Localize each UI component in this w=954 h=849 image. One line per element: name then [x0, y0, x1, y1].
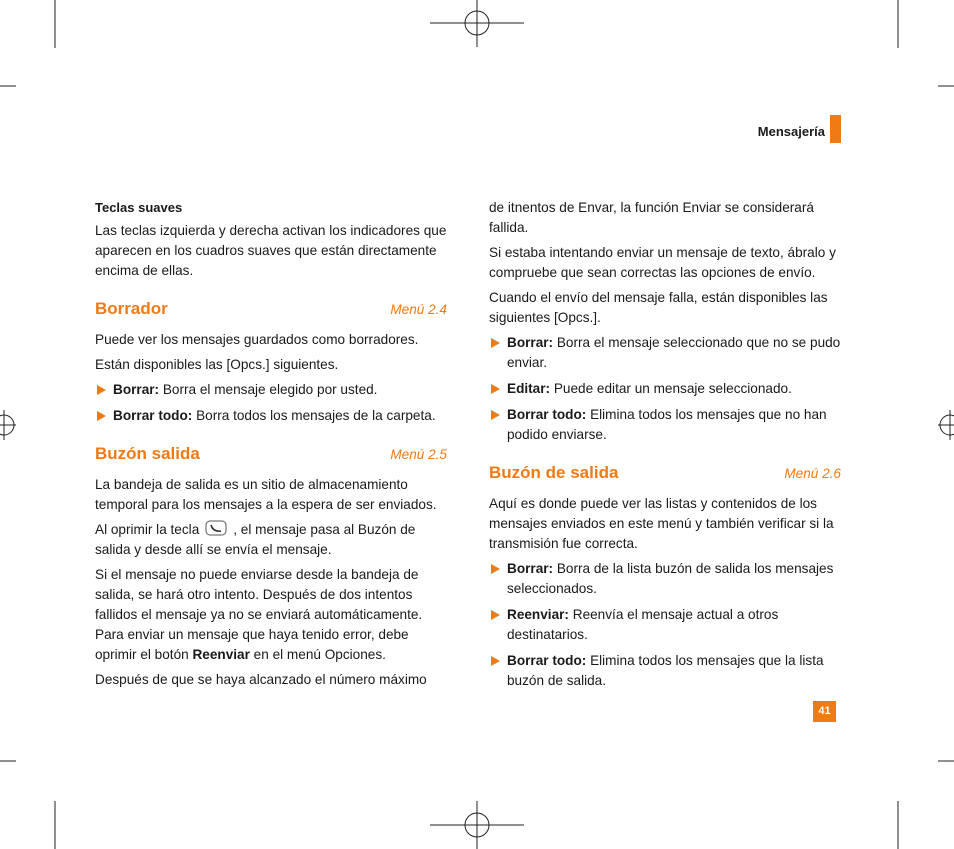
bullet-text: Puede editar un mensaje seleccionado. — [550, 381, 792, 396]
section-tab-marker — [830, 115, 841, 143]
bullet-arrow-icon — [491, 384, 500, 394]
cont-p3: Cuando el envío del mensaje falla, están disponibles las siguientes [Opcs.]. — [489, 290, 828, 325]
buzon-p1: La bandeja de salida es un sitio de almacenamiento temporal para los mensajes a la espera de ser enviados. — [95, 477, 437, 512]
bullet-text: Elimina todos los mensajes que no han podido enviarse. — [507, 407, 827, 442]
buzon-salida-heading — [95, 444, 447, 465]
borrador-menu-ref: Menú 2.4 — [390, 302, 447, 317]
bullet-label: Borrar todo: — [507, 407, 587, 422]
bullet-arrow-icon — [491, 656, 500, 666]
borrador-heading — [95, 299, 447, 320]
buzon-p2-after: , el mensaje pasa al Buzón de salida y desde allí se envía el mensaje. — [95, 522, 416, 557]
right-column — [489, 198, 841, 697]
bullet-text: Borra el mensaje elegido por usted. — [159, 382, 378, 397]
bullet-text: Borra de la lista buzón de salida los mensajes seleccionados. — [507, 561, 834, 596]
bullet-arrow-icon — [97, 411, 106, 421]
buzon-de-salida-menu-ref: Menú 2.6 — [784, 466, 841, 481]
borrador-title: Borrador — [95, 299, 168, 318]
buzon-de-p1: Aquí es donde puede ver las listas y contenidos de los mensajes enviados en este menú y también verificar si la transmisión fue correcta. — [489, 496, 834, 551]
borrador-p2: Están disponibles las [Opcs.] siguientes. — [95, 357, 339, 372]
bullet-label: Borrar todo: — [507, 653, 587, 668]
bullet-arrow-icon — [97, 385, 106, 395]
soft-keys-text: Las teclas izquierda y derecha activan los indicadores que aparecen en los cuadros suaves que están directamente encima de ellas. — [95, 223, 447, 278]
borrador-p1: Puede ver los mensajes guardados como borradores. — [95, 332, 419, 347]
bullet-text: Elimina todos los mensajes que la lista buzón de salida. — [507, 653, 824, 688]
bullet-text: Borra el mensaje seleccionado que no se pudo enviar. — [507, 335, 841, 370]
list-item — [489, 333, 841, 373]
send-key-icon — [205, 520, 227, 536]
soft-keys-title: Teclas suaves — [95, 200, 183, 215]
buzon-salida-menu-ref: Menú 2.5 — [390, 447, 447, 462]
buzon-de-salida-heading — [489, 463, 841, 484]
buzon-p2-before: Al oprimir la tecla — [95, 522, 200, 537]
bullet-arrow-icon — [491, 564, 500, 574]
bullet-label: Reenviar: — [507, 607, 569, 622]
list-item — [95, 380, 447, 400]
section-header: Mensajería — [757, 124, 825, 139]
bullet-arrow-icon — [491, 610, 500, 620]
bullet-text: Borra todos los mensajes de la carpeta. — [192, 408, 436, 423]
list-item — [489, 405, 841, 445]
buzon-p3 — [95, 565, 447, 665]
buzon-p3-after: en el menú Opciones. — [249, 647, 386, 662]
bullet-arrow-icon — [491, 410, 500, 420]
bullet-arrow-icon — [491, 338, 500, 348]
cont-p1: de itnentos de Envar, la función Enviar se considerará fallida. — [489, 200, 814, 235]
cont-p2: Si estaba intentando enviar un mensaje de texto, ábralo y compruebe que sean correctas las opciones de envío. — [489, 245, 836, 280]
bullet-label: Borrar: — [507, 335, 554, 350]
buzon-p4: Después de que se haya alcanzado el número máximo — [95, 672, 427, 687]
left-column — [95, 198, 447, 695]
bullet-label: Borrar: — [507, 561, 554, 576]
page-number: 41 — [813, 701, 836, 722]
buzon-p2 — [95, 520, 447, 560]
buzon-de-salida-title: Buzón de salida — [489, 463, 619, 482]
list-item — [489, 605, 841, 645]
reenviar-label: Reenviar — [192, 647, 250, 662]
list-item — [489, 559, 841, 599]
bullet-text: Reenvía el mensaje actual a otros destinatarios. — [507, 607, 779, 642]
list-item — [489, 379, 841, 399]
list-item — [489, 651, 841, 691]
bullet-label: Borrar: — [113, 382, 160, 397]
bullet-label: Borrar todo: — [113, 408, 193, 423]
buzon-p3-before: Si el mensaje no puede enviarse desde la bandeja de salida, se hará otro intento. Después de dos intentos fallidos el mensaje ya no se enviará automáticamente. Para enviar un mensaje que haya tenido error, debe oprimir el botón — [95, 567, 423, 662]
bullet-label: Editar: — [507, 381, 551, 396]
buzon-salida-title: Buzón salida — [95, 444, 200, 463]
list-item — [95, 406, 447, 426]
